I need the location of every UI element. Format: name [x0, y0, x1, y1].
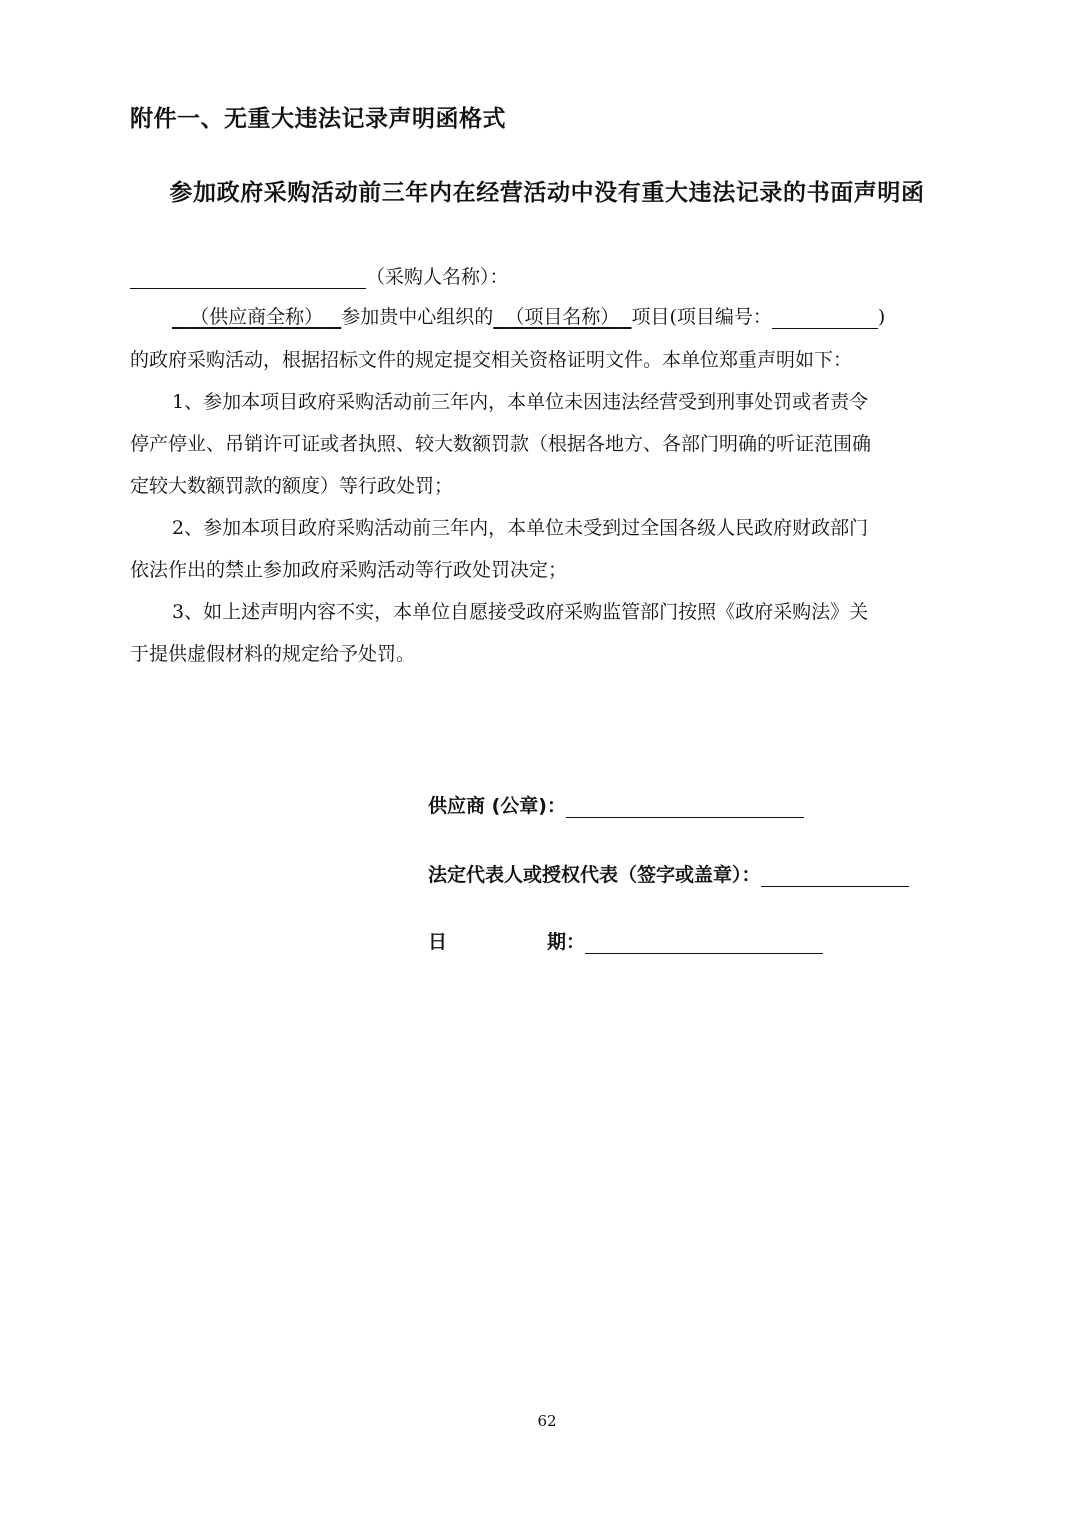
- date-blank[interactable]: [585, 933, 823, 954]
- supplier-name-placeholder: （供应商全称）: [190, 306, 324, 328]
- addressee-line: [130, 262, 968, 289]
- supplier-seal-label: 供应商 (公章)：: [428, 795, 566, 817]
- intro-line-1: [172, 302, 968, 329]
- purchaser-name-blank[interactable]: [130, 266, 366, 289]
- clause-3-line-2: 于提供虚假材料的规定给予处罚。: [130, 643, 416, 665]
- clause-1-line-2: 停产停业、吊销许可证或者执照、较大数额罚款（根据各地方、各部门明确的听证范围确: [130, 433, 872, 455]
- clause-2-line-1: 2、参加本项目政府采购活动前三年内，本单位未受到过全国各级人民政府财政部门: [172, 517, 869, 539]
- date-label-part-2: 期：: [547, 931, 586, 953]
- document-title: 参加政府采购活动前三年内在经营活动中没有重大违法记录的书面声明函: [169, 180, 925, 206]
- intro-text-1: 参加贵中心组织的: [341, 306, 494, 328]
- date-row: [428, 927, 823, 954]
- date-label-part-1: 日: [428, 931, 448, 953]
- representative-signature-label: 法定代表人或授权代表（签字或盖章）：: [428, 864, 761, 886]
- intro-text-2: 项目(项目编号：: [631, 306, 772, 328]
- intro-text-3: ): [877, 306, 886, 328]
- addressee-label: （采购人名称）：: [366, 266, 509, 288]
- clause-2-line-2: 依法作出的禁止参加政府采购活动等行政处罚决定；: [130, 559, 568, 581]
- supplier-name-field[interactable]: [172, 306, 341, 328]
- page-number: 62: [537, 1412, 557, 1430]
- supplier-seal-row: [428, 791, 804, 818]
- project-name-field[interactable]: [493, 306, 631, 328]
- clause-1-line-3: 定较大数额罚款的额度）等行政处罚；: [130, 475, 454, 497]
- representative-signature-blank[interactable]: [761, 866, 909, 887]
- project-name-placeholder: （项目名称）: [505, 306, 620, 328]
- clause-3-line-1: 3、如上述声明内容不实，本单位自愿接受政府采购监管部门按照《政府采购法》关: [172, 601, 869, 623]
- attachment-heading: 附件一、无重大违法记录声明函格式: [130, 106, 506, 132]
- project-number-blank[interactable]: [772, 306, 878, 329]
- representative-signature-row: [428, 860, 909, 887]
- intro-line-2: 的政府采购活动，根据招标文件的规定提交相关资格证明文件。本单位郑重声明如下：: [130, 349, 853, 371]
- clause-1-line-1: 1、参加本项目政府采购活动前三年内，本单位未因违法经营受到刑事处罚或者责令: [172, 391, 869, 413]
- supplier-seal-blank[interactable]: [566, 797, 804, 818]
